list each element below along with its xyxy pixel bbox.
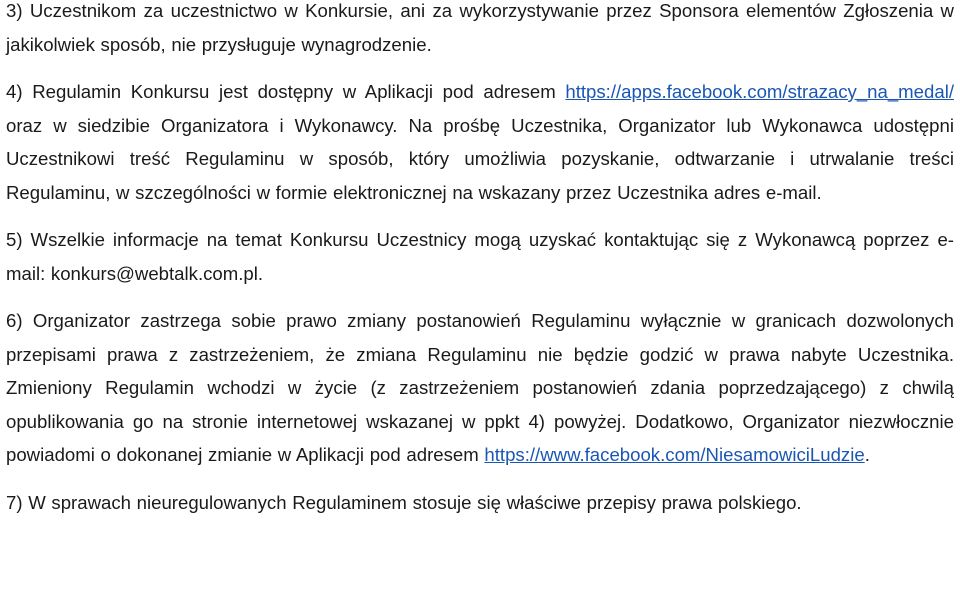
paragraph-5: 5) Wszelkie informacje na temat Konkursu Uczestnicy mogą uzyskać kontaktując się z Wykonawcą poprzez e-mail: konkurs@webtalk.com.pl.: [6, 229, 954, 284]
paragraph-4-text-end: oraz w siedzibie Organizatora i Wykonawcy. Na prośbę Uczestnika, Organizator lub Wykonawca udostępni Uczestnikowi treść Regulaminu w sposób, który umożliwia pozyskanie, odtwarzanie i utrwalanie treści Regulaminu, w szczególności w formie elektronicznej na wskazany przez Uczestnika adres e-mail.: [6, 114, 954, 203]
paragraph-4-text-start: 4) Regulamin Konkursu jest dostępny w Aplikacji pod adresem: [6, 81, 566, 102]
paragraph-6-text-start: 6) Organizator zastrzega sobie prawo zmiany postanowień Regulaminu wyłącznie w granicach dozwolonych przepisami prawa z zastrzeżeniem, że zmiana Regulaminu nie będzie godzić w prawa nabyte Uczestnika. Zmieniony Regulamin wchodzi w życie (z zastrzeżeniem postanowień zdania poprzedzającego) z chwilą opublikowania go na stronie internetowej wskazanej w ppkt 4) powyżej. Dodatkowo, Organizator niezwłocznie powiadomi o dokonanej zmianie w Aplikacji pod adresem: [6, 310, 954, 465]
paragraph-4: [6, 75, 954, 209]
paragraph-6: [6, 304, 954, 472]
facebook-page-link[interactable]: https://www.facebook.com/NiesamowiciLudzie: [484, 444, 865, 465]
paragraph-3: 3) Uczestnikom za uczestnictwo w Konkursie, ani za wykorzystywanie przez Sponsora elementów Zgłoszenia w jakikolwiek sposób, nie przysługuje wynagrodzenie.: [6, 0, 954, 55]
paragraph-7: 7) W sprawach nieuregulowanych Regulaminem stosuje się właściwe przepisy prawa polskiego.: [6, 491, 802, 513]
paragraph-6-text-end: .: [864, 444, 870, 465]
regulamin-app-link[interactable]: https://apps.facebook.com/strazacy_na_medal/: [565, 81, 954, 102]
